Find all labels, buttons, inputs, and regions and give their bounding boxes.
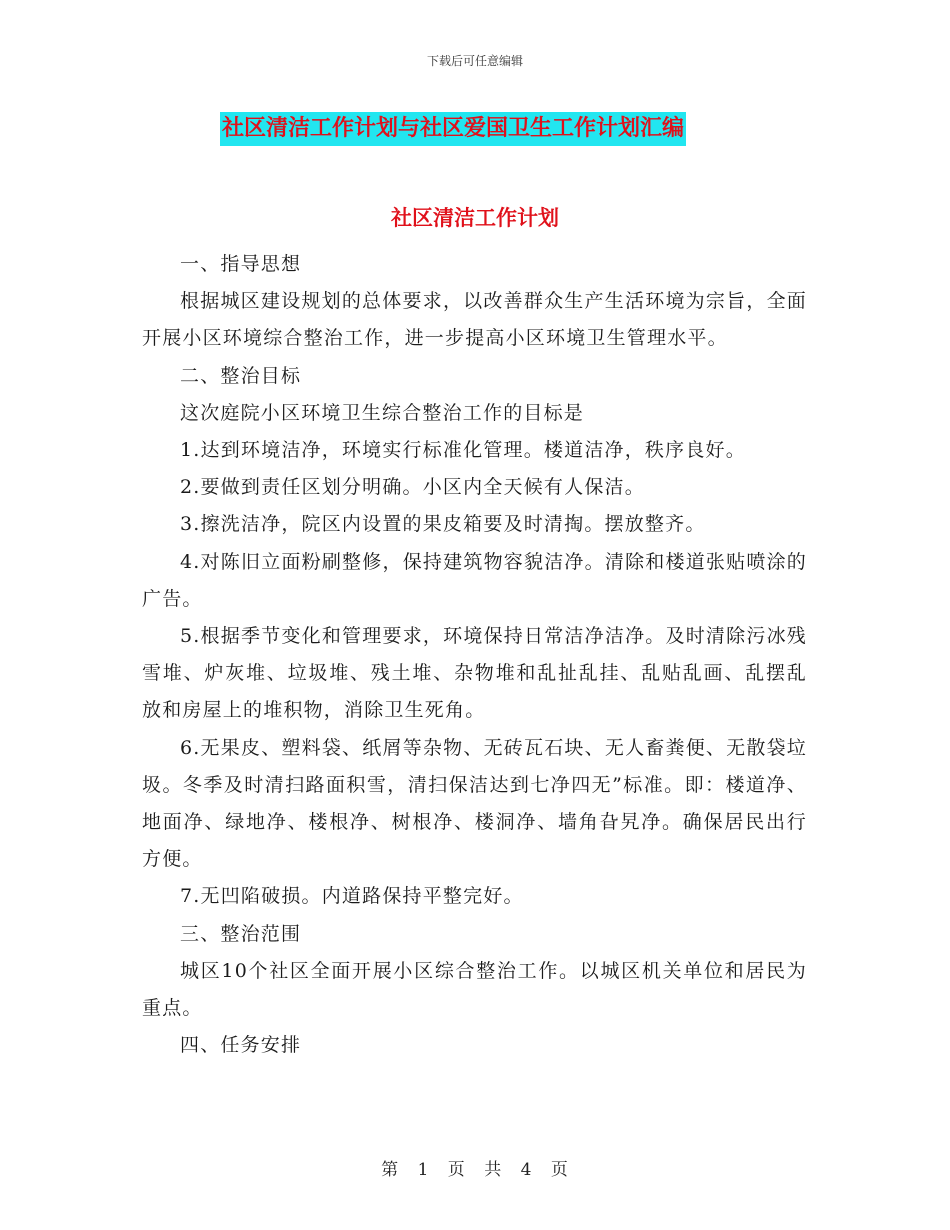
list-item: 1.达到环境洁净，环境实行标准化管理。楼道洁净，秩序良好。 xyxy=(180,439,746,462)
heading-tasks: 四、任务安排 xyxy=(180,1034,302,1057)
footer-label-total: 共 xyxy=(484,1160,503,1180)
header-note: 下载后可任意编辑 xyxy=(426,54,523,68)
page-footer xyxy=(0,1155,950,1180)
heading-goals: 二、整治目标 xyxy=(180,364,302,387)
section-title: 社区清洁工作计划 xyxy=(391,206,559,230)
list-item: 6.无果皮、塑料袋、纸屑等杂物、无砖瓦石块、无人畜粪便、无散袋垃圾。冬季及时清扫路面积雪，清扫保洁达到七净四无”标准。即：楼道净、地面净、绿地净、楼根净、树根净、楼洞净、墙角旮旯净。确保居民出行方便。 xyxy=(142,736,807,871)
main-title: 社区清洁工作计划与社区爱国卫生工作计划汇编 xyxy=(220,112,686,146)
footer-label-unit: 页 xyxy=(447,1160,466,1180)
footer-label-unit-end: 页 xyxy=(550,1160,569,1180)
document-body xyxy=(142,246,807,1064)
current-page-number: 1 xyxy=(417,1160,430,1180)
paragraph: 根据城区建设规划的总体要求，以改善群众生产生活环境为宗旨，全面开展小区环境综合整治工作，进一步提高小区环境卫生管理水平。 xyxy=(142,290,807,350)
heading-scope: 三、整治范围 xyxy=(180,922,302,945)
list-item: 2.要做到责任区划分明确。小区内全天候有人保洁。 xyxy=(180,476,645,499)
list-item: 5.根据季节变化和管理要求，环境保持日常洁净洁净。及时清除污冰残雪堆、炉灰堆、垃圾堆、残土堆、杂物堆和乱扯乱挂、乱贴乱画、乱摆乱放和房屋上的堆积物，消除卫生死角。 xyxy=(142,625,807,722)
paragraph: 这次庭院小区环境卫生综合整治工作的目标是 xyxy=(180,401,585,424)
footer-label-page: 第 xyxy=(381,1160,400,1180)
total-pages-number: 4 xyxy=(520,1160,533,1180)
heading-guiding-thought: 一、指导思想 xyxy=(180,253,302,275)
list-item: 7.无凹陷破损。内道路保持平整完好。 xyxy=(180,885,524,908)
paragraph: 城区10个社区全面开展小区综合整治工作。以城区机关单位和居民为重点。 xyxy=(142,959,807,1020)
list-item: 3.擦洗洁净，院区内设置的果皮箱要及时清掏。摆放整齐。 xyxy=(180,513,706,536)
list-item: 4.对陈旧立面粉刷整修，保持建筑物容貌洁净。清除和楼道张贴喷涂的广告。 xyxy=(142,550,807,610)
